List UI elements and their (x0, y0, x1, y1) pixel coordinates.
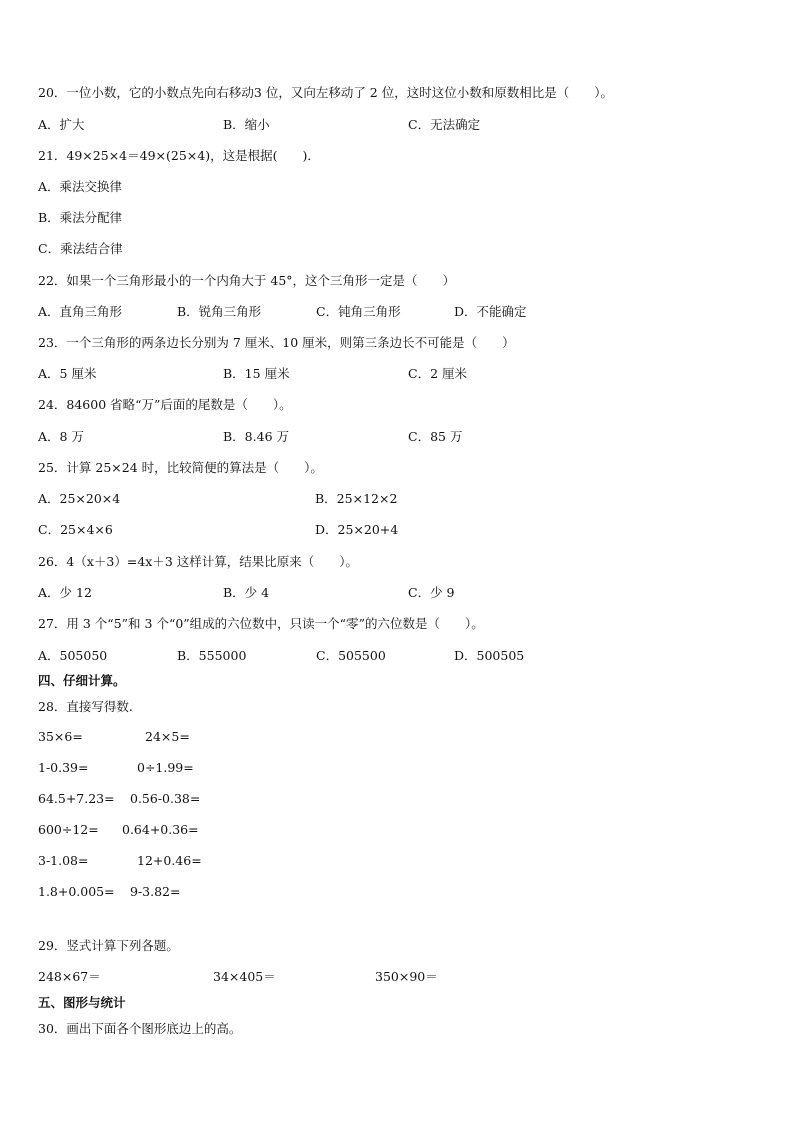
question-28-stem: 28．直接写得数. (38, 699, 133, 714)
calc-item-right: 0÷1.99= (137, 760, 194, 775)
calc-item-left: 3-1.08= (38, 853, 89, 868)
question-25-stem: 25．计算 25×24 时，比较简便的算法是（ ）。 (38, 460, 323, 475)
calc-item-left: 64.5+7.23= (38, 791, 115, 806)
question-26-option-b: B．少 4 (223, 585, 270, 600)
vertical-calc-item: 248×67＝ (38, 969, 101, 984)
question-24-option-c: C．85 万 (408, 429, 463, 444)
question-22-option-c: C．钝角三角形 (316, 304, 401, 319)
calc-item-right: 0.64+0.36= (122, 822, 199, 837)
question-29-stem: 29．竖式计算下列各题。 (38, 938, 179, 953)
question-24-stem: 24．84600 省略“万”后面的尾数是（ ）。 (38, 397, 292, 412)
question-22-option-b: B．锐角三角形 (177, 304, 262, 319)
question-26-stem: 26．4（x＋3）=4x＋3 这样计算，结果比原来（ ）。 (38, 554, 359, 569)
calc-item-left: 1.8+0.005= (38, 884, 115, 899)
question-22-stem: 22．如果一个三角形最小的一个内角大于 45°，这个三角形一定是（ ） (38, 273, 456, 288)
question-21-option-b: B．乘法分配律 (38, 210, 123, 225)
calc-item-right: 0.56-0.38= (130, 791, 201, 806)
question-27-option-c: C．505500 (316, 648, 386, 663)
calc-item-left: 35×6= (38, 729, 83, 744)
question-25-option-c: C．25×4×6 (38, 522, 113, 537)
question-22-option-a: A．直角三角形 (38, 304, 123, 319)
calc-item-right: 24×5= (145, 729, 190, 744)
question-26-option-a: A．少 12 (38, 585, 92, 600)
question-22-option-d: D．不能确定 (454, 304, 527, 319)
question-30-stem: 30．画出下面各个图形底边上的高。 (38, 1021, 242, 1036)
question-27-option-b: B．555000 (177, 648, 247, 663)
question-27-stem: 27．用 3 个“5”和 3 个“0”组成的六位数中，只读一个“零”的六位数是（ ）。 (38, 616, 484, 631)
question-20-stem: 20．一位小数，它的小数点先向右移动3 位，又向左移动了 2 位，这时这位小数和原数相比是（ ）。 (38, 85, 613, 100)
question-27-option-d: D．500505 (454, 648, 525, 663)
question-20-option-b: B．缩小 (223, 117, 270, 132)
section-4-title: 四、仔细计算。 (38, 673, 126, 688)
calc-item-right: 12+0.46= (137, 853, 202, 868)
question-20-option-a: A．扩大 (38, 117, 85, 132)
question-23-option-c: C．2 厘米 (408, 366, 467, 381)
question-23-option-b: B．15 厘米 (223, 366, 290, 381)
question-26-option-c: C．少 9 (408, 585, 455, 600)
calc-item-left: 1-0.39= (38, 760, 89, 775)
question-25-option-a: A．25×20×4 (38, 491, 121, 506)
question-21-stem: 21．49×25×4＝49×(25×4)，这是根据( )． (38, 148, 320, 163)
question-23-stem: 23．一个三角形的两条边长分别为 7 厘米、10 厘米，则第三条边长不可能是（ ） (38, 335, 515, 350)
question-21-option-a: A．乘法交换律 (38, 179, 123, 194)
question-24-option-b: B．8.46 万 (223, 429, 289, 444)
question-25-option-b: B．25×12×2 (315, 491, 398, 506)
question-24-option-a: A．8 万 (38, 429, 84, 444)
section-5-title: 五、图形与统计 (38, 995, 126, 1010)
question-27-option-a: A．505050 (38, 648, 108, 663)
calc-item-left: 600÷12= (38, 822, 99, 837)
vertical-calc-item: 34×405＝ (213, 969, 276, 984)
question-21-option-c: C．乘法结合律 (38, 241, 123, 256)
calc-item-right: 9-3.82= (130, 884, 181, 899)
question-20-option-c: C．无法确定 (408, 117, 481, 132)
question-23-option-a: A．5 厘米 (38, 366, 97, 381)
vertical-calc-item: 350×90＝ (375, 969, 438, 984)
question-25-option-d: D．25×20+4 (315, 522, 399, 537)
